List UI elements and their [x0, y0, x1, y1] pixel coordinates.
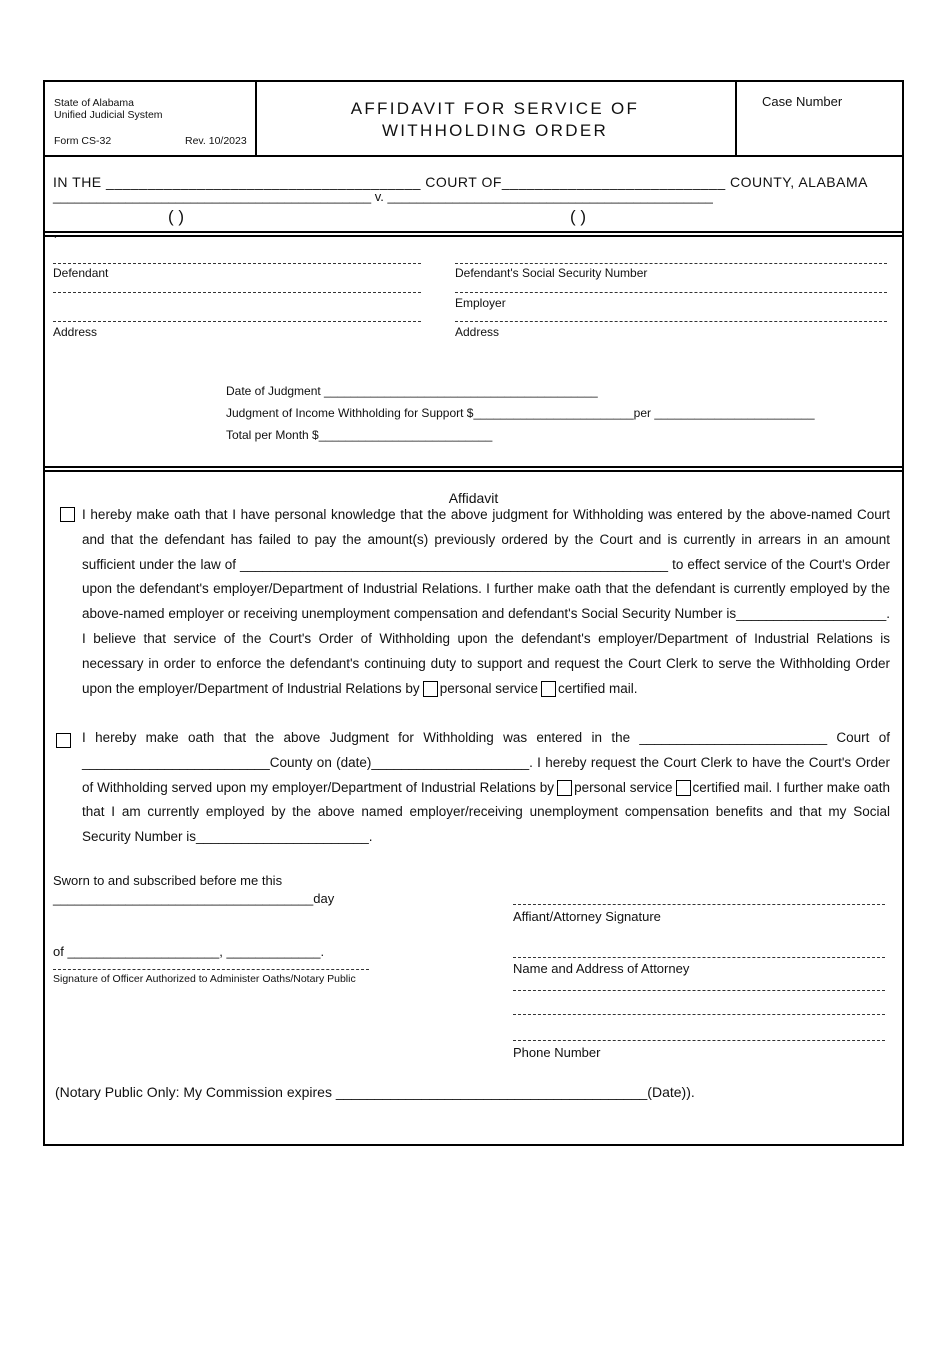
affidavit-form — [43, 80, 904, 1146]
phone-label: Phone Number — [513, 1045, 601, 1060]
sworn-of-line[interactable]: of _____________________, _____________. — [53, 944, 325, 959]
defendant-address-field1[interactable] — [53, 292, 421, 293]
para1-certified-mail-label: certified mail. — [557, 680, 638, 696]
para2-text: I hereby make oath that the above Judgment for Withholding was entered in the _________________________ Court of _________________________County on (date)_____________________. I hereby request the Court Clerk to have the Court's Order of Withholding served upon my employer/Department of Industrial Relations by — [82, 730, 890, 795]
para2-certified-label: certified — [692, 779, 740, 795]
para1-certified-mail-checkbox[interactable] — [541, 681, 556, 697]
form-title — [255, 98, 735, 142]
affiant-signature-field[interactable] — [513, 904, 885, 905]
para2-text-end: mail. I further make oath that I am currently employed by the above named employer/receiving unemployment compensation benefits and that my Social Security Number is_______________________. — [82, 779, 891, 845]
attorney-name-field[interactable] — [513, 957, 885, 958]
header-divider-right — [735, 82, 737, 156]
employer-address-field[interactable] — [455, 321, 887, 322]
judgment-bottom-line1 — [45, 466, 902, 468]
defendant-paren: ( ) — [570, 207, 587, 226]
court-bottom-line1 — [45, 231, 902, 233]
employer-field[interactable] — [455, 292, 887, 293]
defendant-address-label: Address — [53, 325, 98, 339]
withholding-amount-line[interactable]: Judgment of Income Withholding for Support $________________________per ________________________ — [226, 406, 815, 420]
judgment-date-line[interactable]: Date of Judgment _________________________________________ — [226, 384, 598, 398]
affiant-signature-label: Affiant/Attorney Signature — [513, 909, 661, 924]
court-bottom-line2 — [45, 235, 902, 237]
option-defendant-checkbox[interactable] — [60, 507, 75, 522]
para2-certified-checkbox[interactable] — [676, 780, 691, 796]
defendant-address-field2[interactable] — [53, 321, 421, 322]
para1-personal-service-checkbox[interactable] — [423, 681, 438, 697]
agency-line1: State of Alabama — [54, 97, 134, 109]
ssn-label: Defendant's Social Security Number — [455, 266, 648, 280]
para1-text: I hereby make oath that I have personal knowledge that the above judgment for Withholding was entered by the above-named Court and that the defendant has failed to pay the amount(s) previously ordered by the Court and is currently in arrears in an amount sufficient under the law of _________________________________________________________ to effect service of the Court's Order upon the defendant's employer/Department of Industrial Relations. I further make oath that the defendant is currently employed by the above-named employer or receiving unemployment compensation and defendant's Social Security Number is____________________. I believe that service of the Court's Order of Withholding upon the defendant's employer/Department of Industrial Relations is necessary in order to enforce the defendant's continuing duty to support and request the Court Clerk to serve the Withholding Order upon the employer/Department of Industrial Relations by — [82, 507, 890, 696]
judgment-bottom-line2 — [45, 470, 902, 472]
title-line1: AFFIDAVIT FOR SERVICE OF — [350, 99, 640, 118]
sworn-day-line[interactable]: ____________________________________day — [53, 891, 335, 906]
para2-personal-service-label: personal service — [574, 779, 673, 795]
plaintiff-paren: ( ) — [168, 207, 185, 226]
employer-address-label: Address — [455, 325, 500, 339]
ssn-field[interactable] — [455, 263, 887, 264]
officer-signature-label: Signature of Officer Authorized to Administer Oaths/Notary Public — [53, 973, 356, 985]
affidavit-heading: Affidavit — [448, 490, 499, 506]
revision: Rev. 10/2023 — [185, 135, 247, 147]
notary-commission-line[interactable]: (Notary Public Only: My Commission expires ________________________________________(Date)). — [55, 1084, 695, 1100]
header-bottom-line — [45, 155, 902, 157]
defendant-field[interactable] — [53, 263, 421, 264]
attorney-address-field1[interactable] — [513, 990, 885, 991]
title-line2: WITHHOLDING ORDER — [381, 121, 609, 140]
sworn-text: Sworn to and subscribed before me this — [53, 873, 283, 888]
attorney-label: Name and Address of Attorney — [513, 961, 690, 976]
para2-personal-service-checkbox[interactable] — [557, 780, 572, 796]
officer-signature-field[interactable] — [53, 969, 369, 970]
court-line[interactable]: IN THE ______________________________________ COURT OF___________________________ COUNTY, ALABAMA — [53, 174, 868, 190]
affidavit-paragraph-1 — [82, 503, 890, 701]
versus-line[interactable]: ____________________________________________ v. _____________________________________________ — [53, 189, 713, 204]
para1-personal-service-label: personal service — [439, 680, 538, 696]
affidavit-paragraph-2 — [82, 726, 890, 850]
employer-label: Employer — [455, 296, 506, 310]
case-number-label: Case Number — [762, 94, 843, 109]
defendant-label: Defendant — [53, 266, 109, 280]
total-per-month-line[interactable]: Total per Month $__________________________ — [226, 428, 493, 442]
agency-line2: Unified Judicial System — [54, 109, 163, 121]
stray-mark: ` — [53, 234, 57, 248]
attorney-address-field2[interactable] — [513, 1014, 885, 1015]
form-number: Form CS-32 — [54, 135, 112, 147]
phone-field[interactable] — [513, 1040, 885, 1041]
option-employee-checkbox[interactable] — [56, 733, 71, 748]
